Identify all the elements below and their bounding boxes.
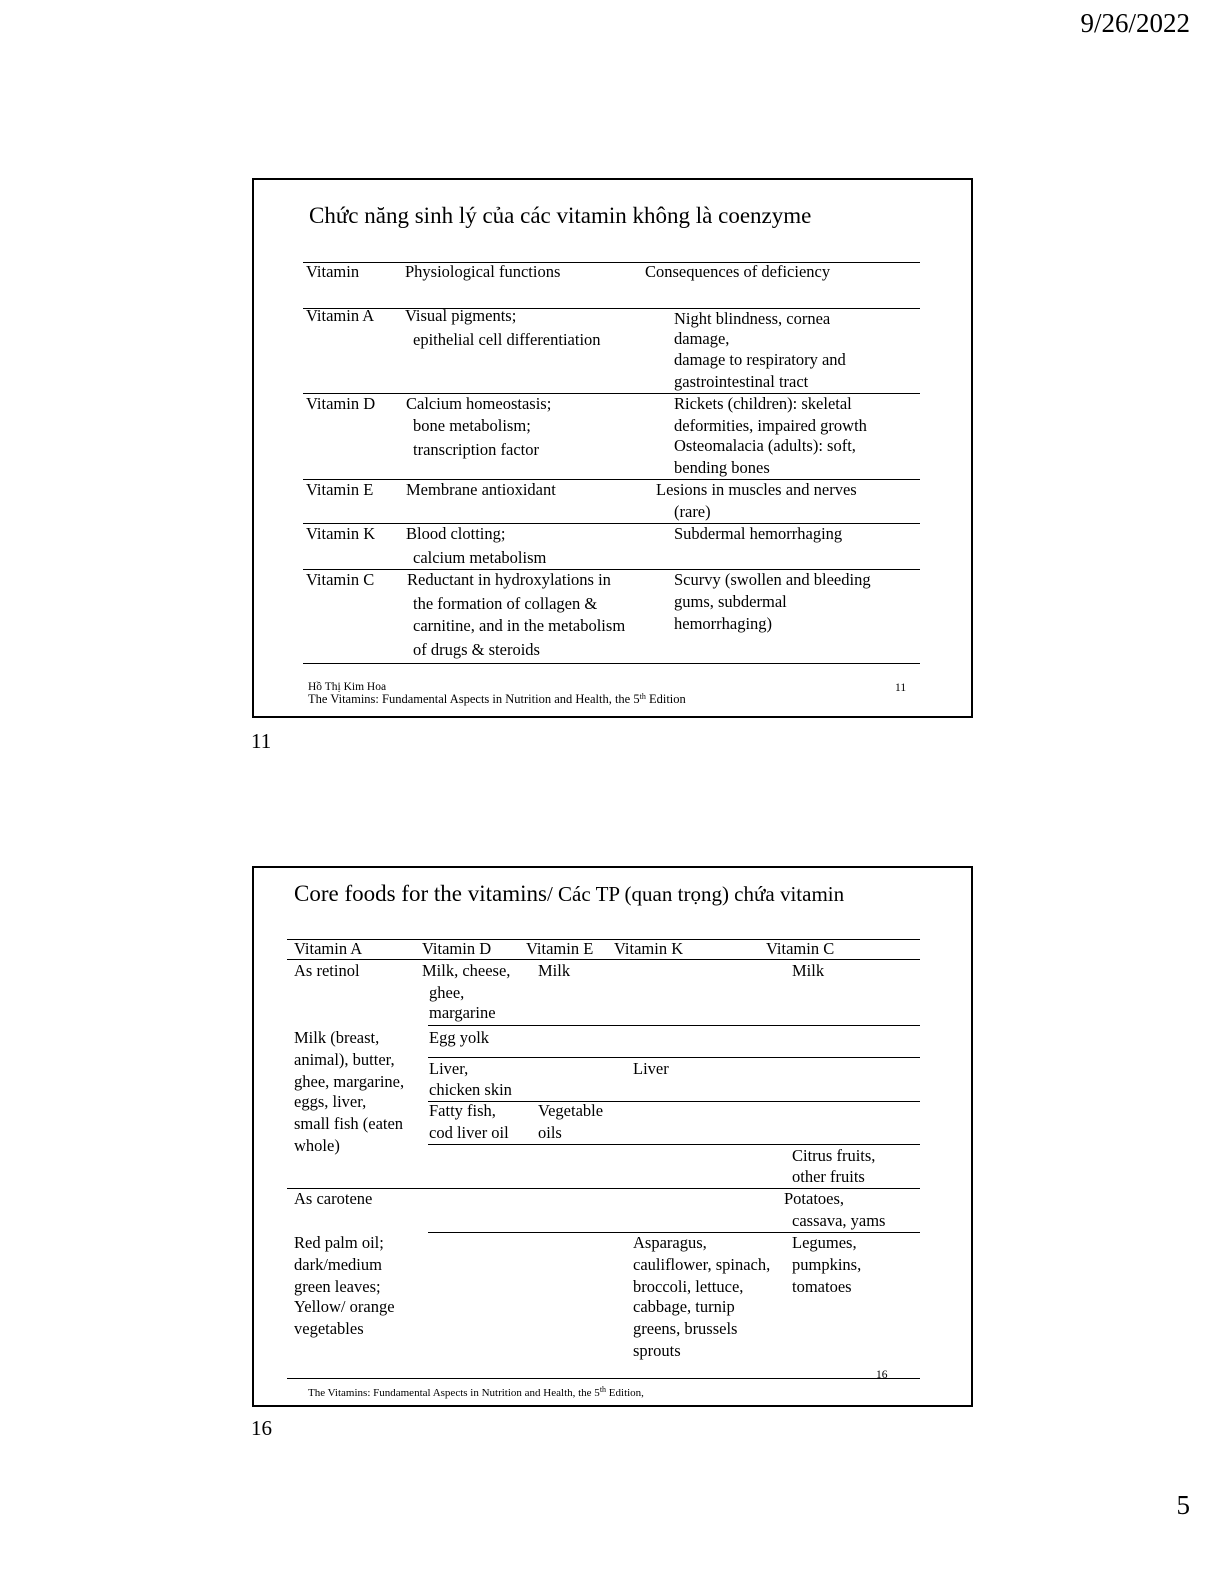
table-cell: bone metabolism; — [413, 416, 531, 435]
table-cell: Asparagus, — [633, 1233, 707, 1252]
row-vitamin-a-name: Vitamin A — [306, 306, 375, 325]
table-cell: Reductant in hydroxylations in — [407, 570, 611, 589]
slide-number: 16 — [876, 1369, 888, 1381]
row-vitamin-e-name: Vitamin E — [306, 480, 374, 499]
slide-title: Chức năng sinh lý của các vitamin không là coenzyme — [309, 203, 812, 228]
table-cell: ghee, margarine, — [294, 1072, 405, 1091]
slide-16 — [252, 866, 973, 1407]
page-number: 5 — [1176, 1490, 1190, 1520]
table-cell: eggs, liver, — [294, 1092, 367, 1111]
table-cell: Liver, — [429, 1059, 469, 1078]
table-cell: Red palm oil; — [294, 1233, 384, 1252]
table-cell: Potatoes, — [784, 1189, 845, 1208]
table-cell: tomatoes — [792, 1277, 852, 1296]
table-cell: Rickets (children): skeletal — [674, 394, 852, 413]
table-cell: of drugs & steroids — [413, 640, 540, 659]
table-cell: Yellow/ orange — [294, 1297, 395, 1316]
table-cell: cauliflower, spinach, — [633, 1255, 771, 1274]
table-cell: bending bones — [674, 458, 770, 477]
slide-11 — [252, 178, 973, 718]
table-rule — [287, 1378, 920, 1379]
table-cell: dark/medium — [294, 1255, 382, 1274]
table-cell: pumpkins, — [792, 1255, 862, 1274]
table-cell: sprouts — [633, 1341, 681, 1360]
slide-author: Hồ Thị Kim Hoa — [308, 681, 387, 693]
table-cell: greens, brussels — [633, 1319, 738, 1338]
table-cell: whole) — [294, 1136, 340, 1155]
col-header-vitamin-k: Vitamin K — [614, 939, 684, 958]
table-cell: Lesions in muscles and nerves — [656, 480, 857, 499]
table-cell: Calcium homeostasis; — [406, 394, 552, 413]
slide-title: Core foods for the vitamins/ Các TP (quan trọng) chứa vitamin — [294, 881, 845, 906]
table-cell: Liver — [633, 1059, 669, 1078]
slide-citation: The Vitamins: Fundamental Aspects in Nutrition and Health, the 5th Edition, — [308, 1385, 644, 1399]
slide-label-16: 16 — [251, 1416, 272, 1440]
table-cell: Membrane antioxidant — [406, 480, 556, 499]
table-cell: carnitine, and in the metabolism — [413, 616, 626, 635]
row-vitamin-k-name: Vitamin K — [306, 524, 376, 543]
table-cell: Milk — [792, 961, 825, 980]
table-cell: Visual pigments; — [405, 306, 517, 325]
table-cell: cabbage, turnip — [633, 1297, 735, 1316]
table-cell: Egg yolk — [429, 1028, 490, 1047]
table-cell: Vegetable — [538, 1101, 604, 1120]
table-cell: transcription factor — [413, 440, 539, 459]
table-cell: deformities, impaired growth — [674, 416, 867, 435]
table-cell: cassava, yams — [792, 1211, 886, 1230]
table-cell: Fatty fish, — [429, 1101, 496, 1120]
slide-label-11: 11 — [251, 729, 272, 753]
col-header-vitamin-c: Vitamin C — [766, 939, 835, 958]
table-cell: damage to respiratory and — [674, 350, 846, 369]
table-cell: gastrointestinal tract — [674, 372, 809, 391]
table-cell: margarine — [429, 1003, 496, 1022]
table-cell: gums, subdermal — [674, 592, 787, 611]
page-date: 9/26/2022 — [1080, 8, 1190, 38]
col-header-deficiency: Consequences of deficiency — [645, 262, 831, 281]
table-cell: Osteomalacia (adults): soft, — [674, 436, 856, 455]
table-cell: other fruits — [792, 1167, 865, 1186]
col-header-vitamin-e: Vitamin E — [526, 939, 594, 958]
table-cell: epithelial cell differentiation — [413, 330, 601, 349]
col-header-vitamin: Vitamin — [306, 262, 360, 281]
table-cell: the formation of collagen & — [413, 594, 598, 613]
slide-number: 11 — [895, 682, 907, 694]
table-cell: Subdermal hemorrhaging — [674, 524, 843, 543]
table-cell: Blood clotting; — [406, 524, 506, 543]
table-cell: small fish (eaten — [294, 1114, 404, 1133]
slide-citation: The Vitamins: Fundamental Aspects in Nutrition and Health, the 5th Edition — [308, 692, 686, 706]
table-cell: green leaves; — [294, 1277, 381, 1296]
table-cell: damage, — [674, 329, 730, 348]
row-vitamin-d-name: Vitamin D — [306, 394, 376, 413]
as-retinol-label: As retinol — [294, 961, 360, 980]
col-header-vitamin-d: Vitamin D — [422, 939, 492, 958]
table-cell: Citrus fruits, — [792, 1146, 876, 1165]
table-cell: ghee, — [429, 983, 465, 1002]
table-cell: Scurvy (swollen and bleeding — [674, 570, 871, 589]
table-cell: calcium metabolism — [413, 548, 547, 567]
table-cell: vegetables — [294, 1319, 364, 1338]
table-cell: hemorrhaging) — [674, 614, 773, 633]
table-cell: broccoli, lettuce, — [633, 1277, 744, 1296]
table-cell: animal), butter, — [294, 1050, 395, 1069]
table-cell: (rare) — [674, 502, 711, 521]
col-header-vitamin-a: Vitamin A — [294, 939, 363, 958]
table-rule — [287, 959, 920, 960]
table-rule — [428, 1057, 920, 1058]
as-carotene-label: As carotene — [294, 1189, 373, 1208]
table-cell: cod liver oil — [429, 1123, 509, 1142]
table-cell: oils — [538, 1123, 562, 1142]
row-vitamin-c-name: Vitamin C — [306, 570, 375, 589]
table-rule — [303, 663, 920, 664]
table-cell: Legumes, — [792, 1233, 857, 1252]
table-rule — [428, 1101, 920, 1102]
table-cell: Milk — [538, 961, 571, 980]
table-cell: Milk (breast, — [294, 1028, 380, 1047]
table-cell: Night blindness, cornea — [674, 309, 831, 328]
col-header-functions: Physiological functions — [405, 262, 561, 281]
table-rule — [428, 1025, 920, 1026]
table-cell: chicken skin — [429, 1080, 512, 1099]
table-cell: Milk, cheese, — [422, 961, 511, 980]
